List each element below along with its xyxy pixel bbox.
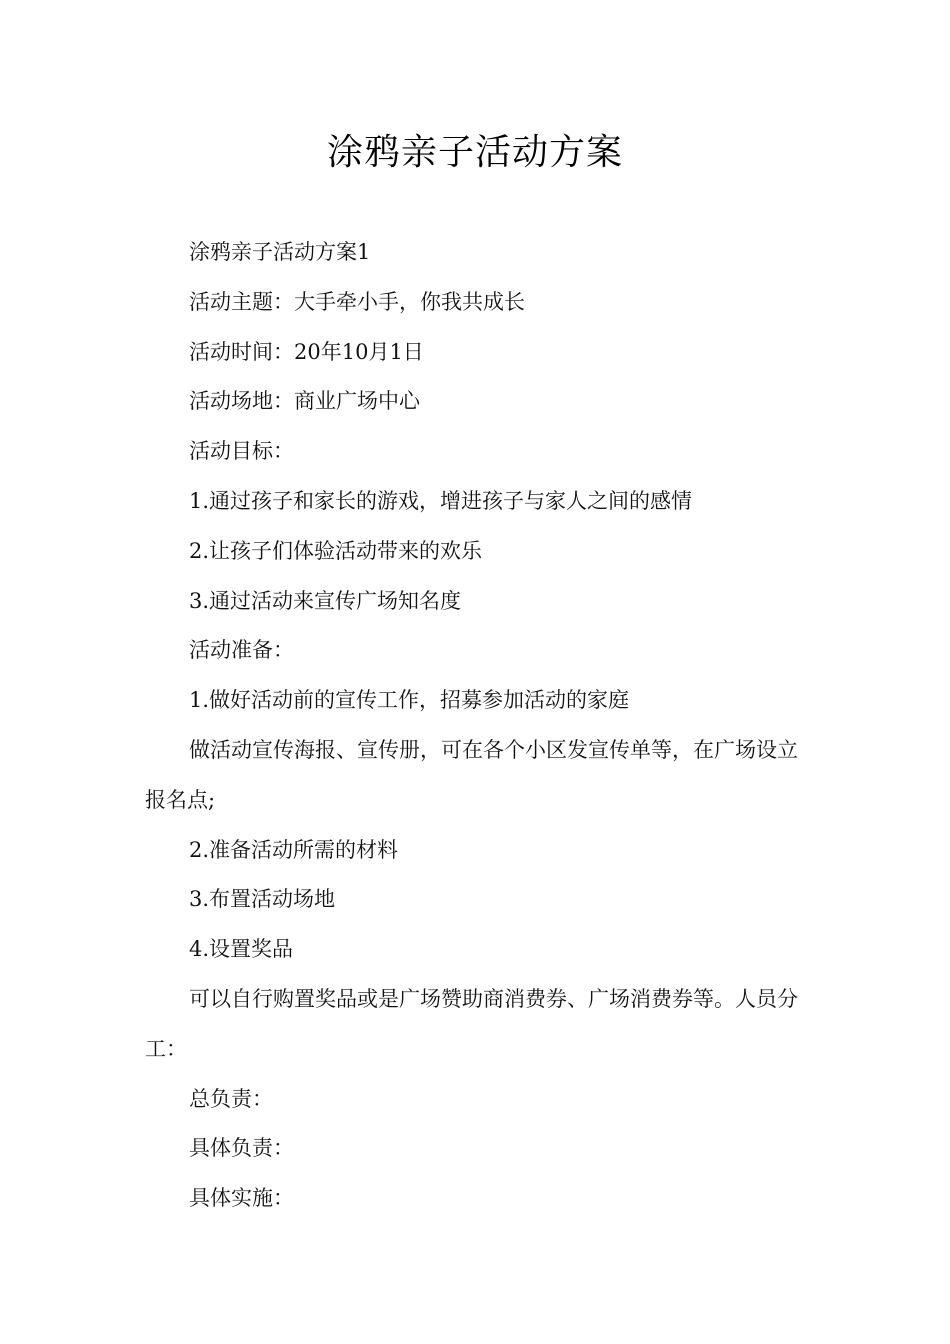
paragraph-specific-manager: 具体负责： (189, 1136, 294, 1161)
paragraph-plan-heading: 涂鸦亲子活动方案1 (189, 240, 371, 264)
paragraph-prep-1: 1.做好活动前的宣传工作，招募参加活动的家庭 (189, 688, 630, 713)
paragraph-venue: 活动场地：商业广场中心 (189, 389, 420, 414)
paragraph-goal-3: 3.通过活动来宣传广场知名度 (189, 588, 462, 613)
paragraph-prep-2: 2.准备活动所需的材料 (189, 837, 399, 862)
paragraph-theme: 活动主题：大手牵小手，你我共成长 (189, 289, 525, 314)
paragraph-implementation: 具体实施： (189, 1186, 294, 1211)
paragraph-general-manager: 总负责： (189, 1086, 273, 1111)
paragraph-time: 活动时间：20年10月1日 (189, 339, 424, 364)
document-title: 涂鸦亲子活动方案 (326, 132, 623, 173)
paragraph-prep-4: 4.设置奖品 (189, 937, 294, 962)
paragraph-prep-3: 3.布置活动场地 (189, 887, 336, 912)
paragraph-goal-2: 2.让孩子们体验活动带来的欢乐 (189, 538, 483, 563)
paragraph-preparation-heading: 活动准备： (189, 638, 294, 663)
paragraph-goals-heading: 活动目标： (189, 439, 294, 464)
document-body (145, 228, 810, 1224)
paragraph-goal-1: 1.通过孩子和家长的游戏，增进孩子与家人之间的感情 (189, 488, 693, 513)
paragraph-prep-1-detail: 做活动宣传海报、宣传册，可在各个小区发宣传单等，在广场设立报名点; (145, 737, 798, 812)
paragraph-prep-4-detail: 可以自行购置奖品或是广场赞助商消费券、广场消费券等。人员分工： (145, 986, 798, 1061)
